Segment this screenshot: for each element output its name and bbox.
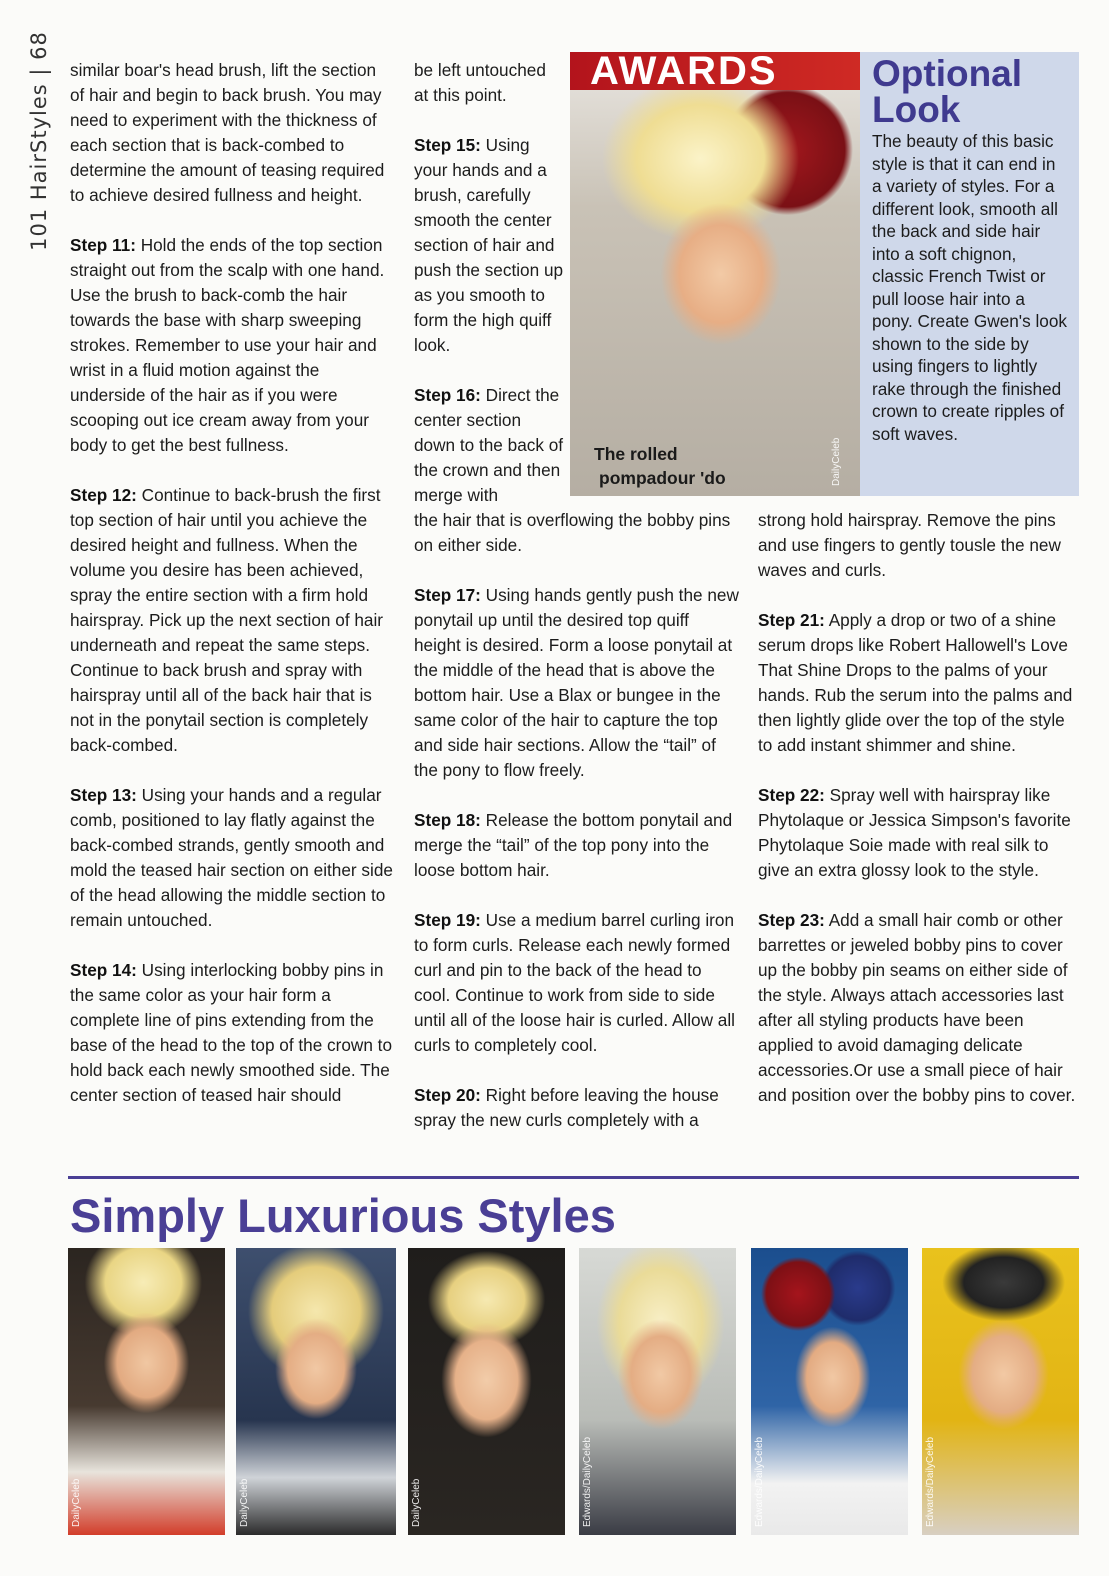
gallery-photo-2	[236, 1248, 396, 1535]
awards-backdrop: AWARDS	[570, 52, 860, 90]
paragraph-step-23: Step 23: Add a small hair comb or other barrettes or jeweled bobby pins to cover up the bobby pin seams on either side of the style. Always attach accessories last after all styling products have been applied to avoid damaging delicate accessories.Or use a small piece of hair and position over the bobby pins to cover.	[758, 910, 1076, 1105]
gallery-photo-3	[408, 1248, 565, 1535]
paragraph: similar boar's head brush, lift the section of hair and begin to back brush. You may need to experiment with the thickness of each section that is back-combed to determine the amount of teasing required to achieve desired fullness and height.	[70, 60, 385, 205]
paragraph-step-22: Step 22: Spray well with hairspray like Phytolaque or Jessica Simpson's favorite Phytolaque Soie made with real silk to give an extra glossy look to the style.	[758, 785, 1071, 880]
side-label-text: 101 HairStyles | 68	[27, 31, 51, 251]
photo-credit: DailyCeleb	[831, 437, 842, 486]
photo-credit: DailyCeleb	[71, 1478, 82, 1527]
paragraph-step-17: Step 17: Using hands gently push the new ponytail up until the desired top quiff height is desired. Form a loose ponytail at the middle of the head that is above the bottom hair. Use a Blax or bungee in the same color of the hair to capture the top and side hair sections. Allow the “tail” of the pony to flow freely.	[414, 585, 739, 780]
text-column-3	[758, 508, 1083, 1133]
paragraph-step-20: Step 20: Right before leaving the house spray the new curls completely with a	[414, 1085, 719, 1130]
text-column-1	[70, 58, 395, 1133]
text-column-2	[414, 508, 739, 1158]
gallery-photo-5	[751, 1248, 908, 1535]
paragraph: be left untouched at this point.	[414, 60, 546, 105]
main-photo	[570, 52, 860, 496]
paragraph-step-13: Step 13: Using your hands and a regular comb, positioned to lay flatly against the back-combed strands, gently smooth and mold the teased hair section on either side of the head allowing the middle section to remain untouched.	[70, 785, 393, 930]
gallery-photo-6	[922, 1248, 1079, 1535]
photo-credit: Edwards/DailyCeleb	[925, 1436, 936, 1527]
page-side-label	[14, 16, 64, 266]
optional-look-title: Optional Look	[872, 53, 1023, 130]
paragraph-step-15: Step 15: Using your hands and a brush, carefully smooth the center section of hair and push the section up as you smooth to form the high quiff look.	[414, 135, 564, 355]
section-divider	[68, 1176, 1079, 1179]
photo-credit: Edwards/DailyCeleb	[582, 1436, 593, 1527]
paragraph-step-21: Step 21: Apply a drop or two of a shine serum drops like Robert Hallowell's Love That Shine Drops to the palms of your hands. Rub the serum into the palms and then lightly glide over the top of the style to add instant shimmer and shine.	[758, 610, 1073, 755]
optional-look-body: The beauty of this basic style is that it can end in a variety of styles. For a different look, smooth all the back and side hair into a soft chignon, classic French Twist or pull loose hair into a pony. Create Gwen's look shown to the side by using fingers to lightly rake through the finished crown to create ripples of soft waves.	[872, 131, 1067, 444]
photo-credit: DailyCeleb	[411, 1478, 422, 1527]
paragraph-step-18: Step 18: Release the bottom ponytail and merge the “tail” of the top pony into the loose bottom hair.	[414, 810, 733, 880]
paragraph-step-11: Step 11: Hold the ends of the top section straight out from the scalp with one hand. Use the brush to back-comb the hair towards the base with sharp sweeping strokes. Remember to use your hair and wrist in a fluid motion against the underside of the hair as if you were scooping out ice cream away from your body to get the best fullness.	[70, 235, 385, 455]
photo-credit: DailyCeleb	[239, 1478, 250, 1527]
gallery-photo-1	[68, 1248, 225, 1535]
paragraph-step-12: Step 12: Continue to back-brush the first top section of hair until you achieve the desired height and fullness. When the volume you desire has been achieved, spray the entire section with a firm hold hairspray. Pick up the next section of hair underneath and repeat the same steps. Continue to back brush and spray with hairspray until all of the back hair that is not in the ponytail section is completely back-combed.	[70, 485, 384, 755]
paragraph-step-16: Step 16: Direct the center section down to the back of the crown and then merge with	[414, 385, 564, 505]
photo-credit: Edwards/DailyCeleb	[754, 1436, 765, 1527]
gallery-photo-4	[579, 1248, 736, 1535]
section-title: Simply Luxurious Styles	[70, 1189, 616, 1242]
paragraph-step-14: Step 14: Using interlocking bobby pins in the same color as your hair form a complete line of pins extending from the base of the head to the top of the crown to hold back each newly smoothed side. The center section of teased hair should	[70, 960, 393, 1105]
text-column-2-top	[414, 58, 564, 533]
paragraph: the hair that is overflowing the bobby pins on either side.	[414, 510, 731, 555]
paragraph: strong hold hairspray. Remove the pins and use fingers to gently tousle the new waves and curls.	[758, 510, 1061, 580]
optional-look-box	[860, 52, 1079, 496]
paragraph-step-19: Step 19: Use a medium barrel curling iron to form curls. Release each newly formed curl and pin to the back of the head to cool. Continue to work from side to side until all of the loose hair is curled. Allow all curls to completely cool.	[414, 910, 735, 1055]
photo-caption: The rolled pompadour 'do	[594, 444, 726, 488]
